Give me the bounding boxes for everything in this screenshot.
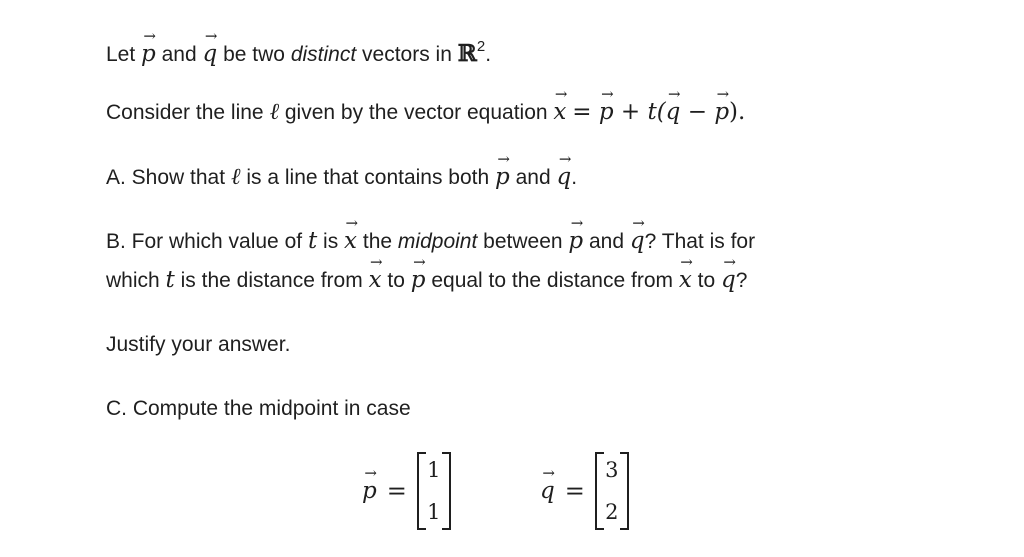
part-b-line1	[106, 222, 755, 261]
matrix-entry: 1	[427, 458, 441, 482]
vector-p: p →	[599, 101, 614, 124]
text: is the distance from	[180, 269, 363, 292]
vector-q: q →	[666, 101, 681, 124]
text: Let	[106, 43, 136, 66]
vector-q: q →	[721, 269, 736, 292]
equals: =	[564, 477, 585, 505]
text: which	[106, 269, 160, 292]
line-symbol: ℓ	[230, 164, 241, 190]
text: given by the vector equation	[284, 101, 548, 124]
text: be two	[223, 43, 285, 66]
math-op: ).	[729, 99, 746, 125]
var-t: t	[307, 228, 318, 254]
vector-q: q →	[203, 43, 218, 66]
vector-p: p →	[141, 43, 156, 66]
emphasis-midpoint: midpoint	[397, 230, 478, 253]
emphasis-distinct: distinct	[290, 43, 357, 66]
vector-p: p →	[362, 480, 377, 503]
vector-p: p →	[714, 101, 729, 124]
text: ? That is for	[644, 230, 756, 253]
part-a	[106, 158, 577, 197]
vector-q: q →	[557, 166, 572, 189]
vector-q: q →	[540, 480, 555, 503]
part-c	[106, 390, 411, 428]
equals: =	[386, 477, 407, 505]
vector-x: x →	[369, 269, 382, 292]
vector-p: p →	[495, 166, 510, 189]
exponent: 2	[476, 38, 486, 55]
math-op: −	[680, 99, 715, 125]
intro-line	[106, 28, 491, 74]
vector-q: q →	[630, 230, 645, 253]
text: to	[697, 269, 716, 292]
text: and	[588, 230, 625, 253]
part-b-line2	[106, 261, 747, 300]
var-t: t	[165, 267, 175, 293]
real-numbers-symbol: ℝ	[457, 40, 477, 67]
text: .	[485, 43, 492, 66]
vector-p: p →	[411, 269, 426, 292]
matrix-q	[540, 452, 629, 530]
text: and	[161, 43, 197, 66]
matrix-entry: 2	[605, 500, 619, 524]
text: B. For which value of	[106, 230, 303, 253]
vector-x: x →	[344, 230, 357, 253]
text: ?	[735, 269, 748, 292]
text: equal to the distance from	[431, 269, 673, 292]
text: is	[323, 230, 339, 253]
text: A. Show that	[106, 166, 226, 189]
text: to	[387, 269, 405, 292]
column-vector-bracket	[595, 452, 629, 530]
text: and	[515, 166, 551, 189]
line-symbol: ℓ	[269, 99, 280, 125]
justify-line	[106, 326, 290, 364]
text: between	[483, 230, 563, 253]
text: Consider the line	[106, 101, 264, 124]
text: vectors in	[362, 43, 452, 66]
text: .	[571, 166, 578, 189]
matrix-entry: 3	[605, 458, 619, 482]
vector-x: x →	[553, 101, 566, 124]
text: C. Compute the midpoint in case	[106, 397, 411, 420]
vector-p: p →	[568, 230, 583, 253]
math-op: + t(	[613, 99, 666, 125]
matrix-p	[362, 452, 451, 530]
text: the	[362, 230, 393, 253]
vector-x: x →	[679, 269, 692, 292]
equals: =	[572, 99, 599, 125]
column-vector-bracket	[417, 452, 451, 530]
text: Justify your answer.	[106, 333, 291, 356]
text: is a line that contains both	[246, 166, 490, 189]
matrix-entry: 1	[427, 500, 441, 524]
line-definition	[106, 93, 745, 132]
